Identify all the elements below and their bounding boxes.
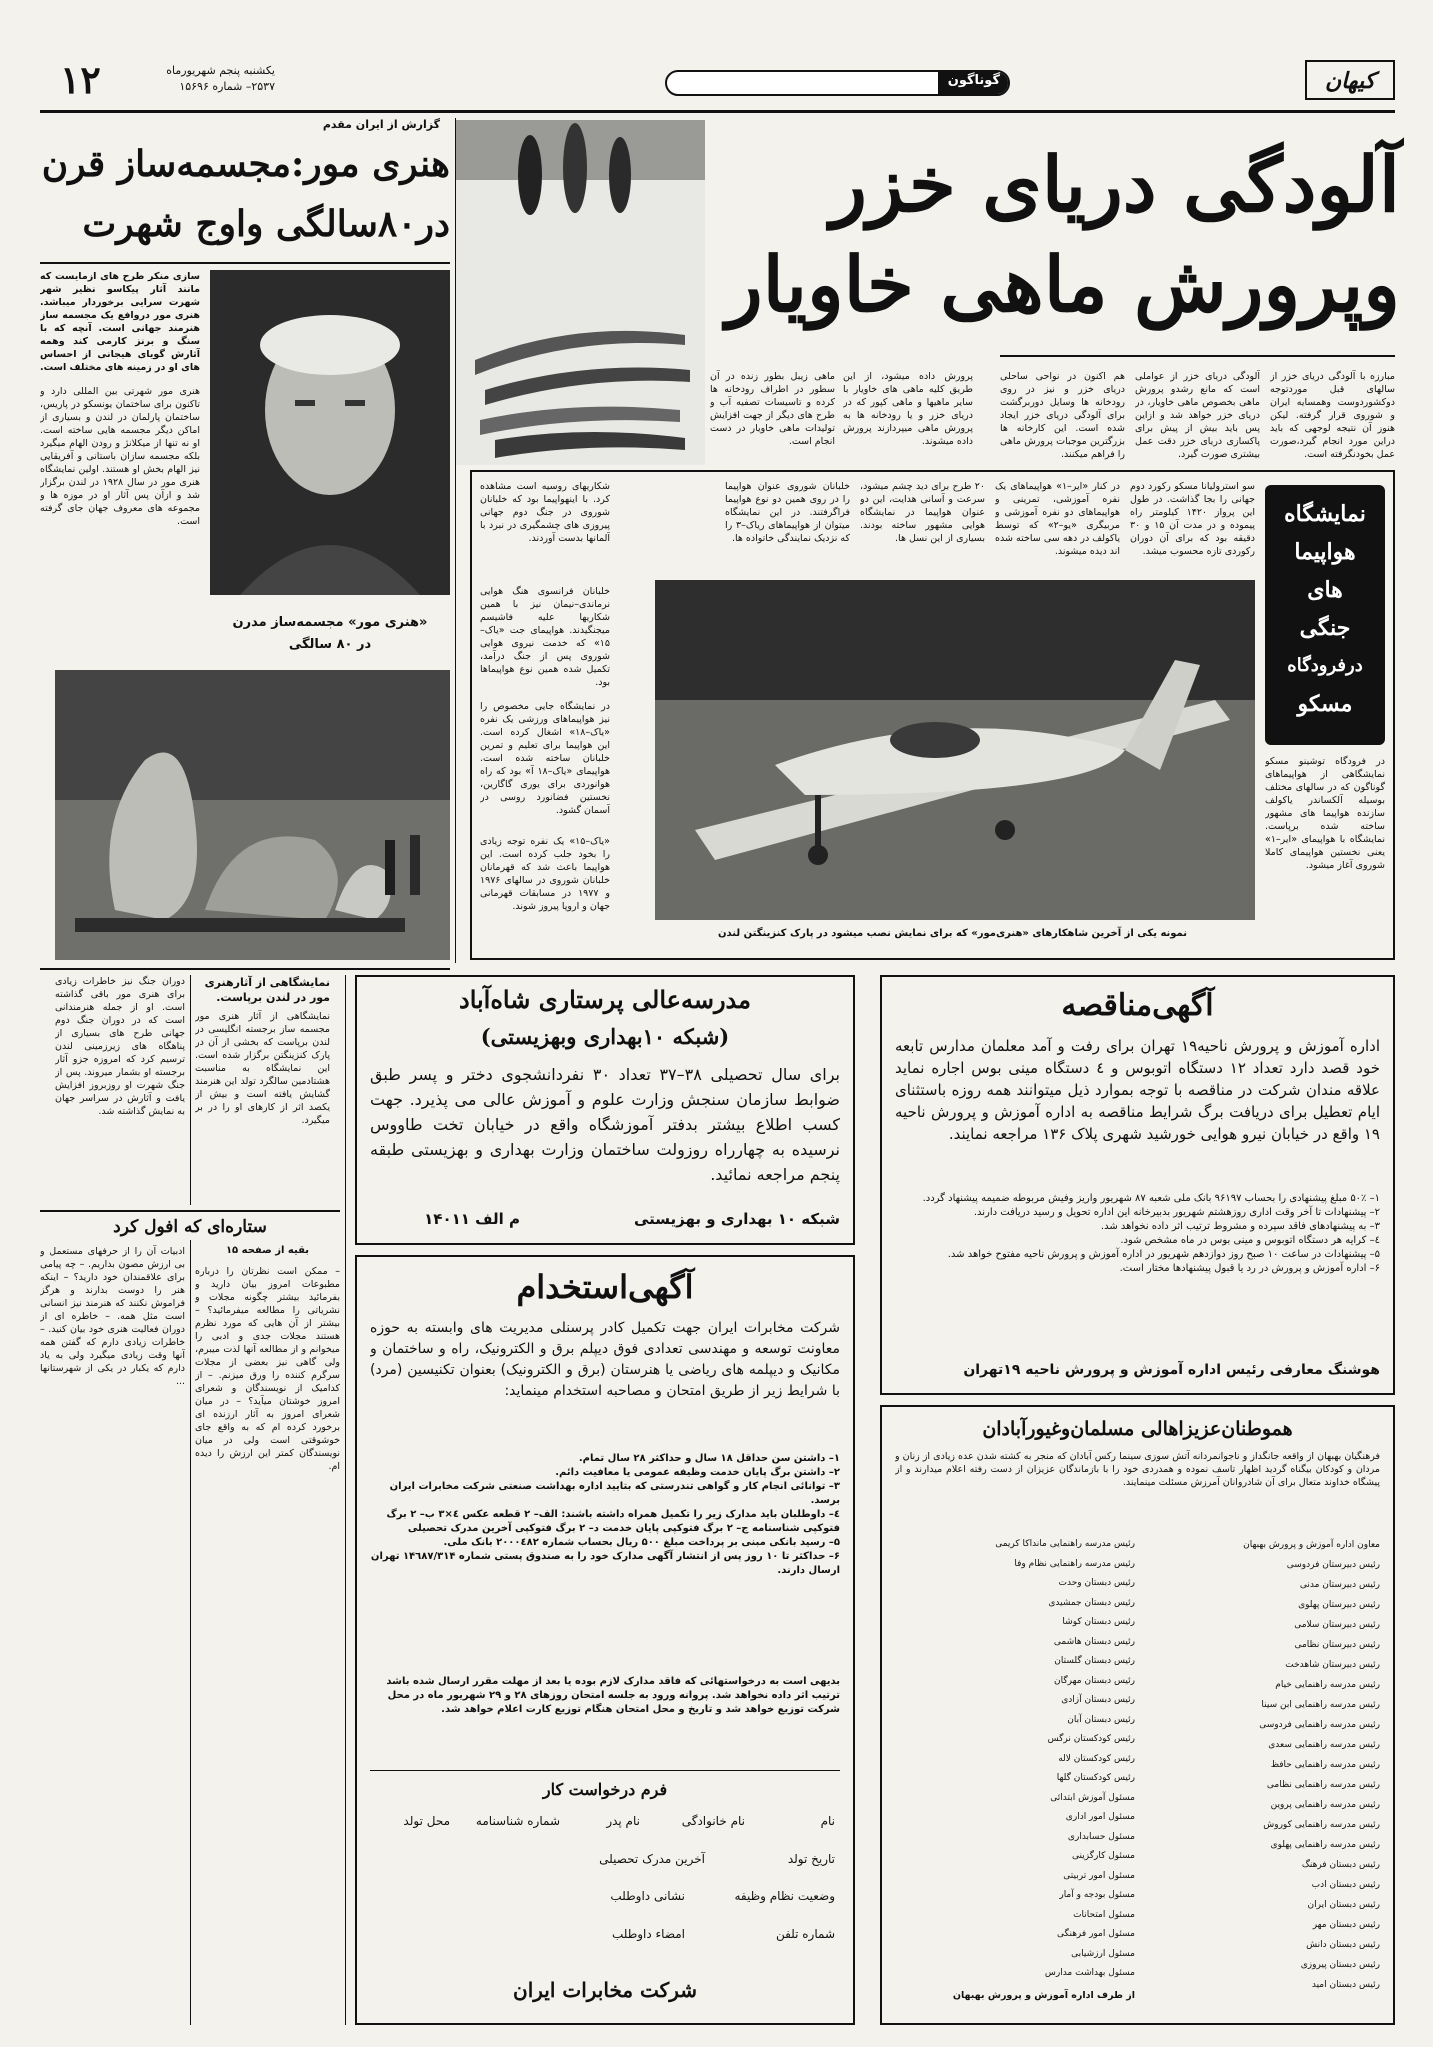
signer: رئیس مدرسه راهنمایی کوروش [1263,1820,1380,1830]
tender-condition: ۲– پیشنهادات تا آخر وقت اداری روزهشتم شهریور بدبیرخانه این اداره تحویل و رسید دریافت دارند. [973,1207,1380,1218]
airshow-title-4: جنگی [1299,615,1351,641]
hiring-condition: ۵– رسید بانکی مبنی بر پرداخت مبلغ ۵۰۰ ریال بحساب شماره ۲۰۰۰٤۸۲ بانک ملی. [443,1537,840,1548]
signer: مسئول ارزشیابی [1071,1948,1135,1959]
airshow-title-2: هواپیما [1294,539,1356,565]
form-field-last-name: نام خانوادگی [681,1814,745,1828]
moore-lower-right-head: نمایشگاهی از آثارهنری مور در لندن برپاست. [204,976,330,1004]
airshow-col-8: «یاک–۱۵» یک نفره توجه زیادی را بخود جلب کرده است. این هواپیما باعث شد که قهرمانان خلبانان شوروی در سالهای ۱۹۷۶ و ۱۹۷۷ در مسابقات قهرمانی جهان و اروپا پیروز شوند. [480,836,610,912]
signer: رئیس مدرسه راهنمایی ابن سینا [1261,1700,1380,1710]
tender-ad-signature: هوشنگ معارفی رئیس اداره آموزش و پرورش ناحیه ۱۹تهران [963,1362,1380,1378]
form-field-birthplace: محل تولد [403,1814,450,1828]
airshow-title-5: درفرودگاه [1287,655,1363,676]
tender-ad-conditions [895,1192,1380,1357]
hiring-form-rule [370,1770,840,1771]
airshow-col-2: در کنار «ایر–۱» هواپیماهای یک نفره آموزشی، تمرینی و هواپیماهای دو نفره آموزشی و مربیگری «یو–۲» که توسط یاکولف در دهه سی ساخته شده اند دیده میشوند. [995,481,1120,557]
moore-lower-right-body: نمایشگاهی از آثار هنری مور مجسمه ساز برجسته انگلیسی در لندن برپاست که بخشی از آن در پارک کنزینگتن برگزار شده است. این نمایشگاه به مناسبت هشتادمین سالگرد تولد این هنرمند گشایش یافته است و بیش از یکصد اثر از کارهای او را در بر میگیرد. [195,1011,330,1126]
signer: رئیس مدرسه راهنمایی سعدی [1268,1740,1380,1750]
hiring-form-title: فرم درخواست کار [542,1780,668,1799]
moore-lower-left: دوران جنگ نیز خاطرات زیادی برای هنری مور باقی گذاشته است. او از جمله هنرمندانی است که در دوران جنگ دوم جهانی طرح های بسیاری از پناهگاه های زیرزمینی لندن ترسیم کرد که امروزه جزو آثار برجسته او بشمار میروند. پس از جنگ شهرت او روزبروز افزایش یافت و آثارش در سراسر جهان به نمایش گذاشته شد. [55,976,185,1117]
sculpture-photo [55,670,450,960]
moore-intro: سازی منکر طرح های ازمایست که مانند آثار پیکاسو نظیر شهر شهرت سرایی برخوردار میباشد. هنری مور دروافع یک مجسمه ساز هنرمند جهانی است. آنچه که با سنگ و برنز کارمی کند وهمه آثارش گویای هیجانی از احساس های او در زمینه های مختلف است. [40,271,200,373]
signer: مسئول کارگزینی [1072,1851,1135,1861]
signer: رئیس دبستان گلستان [1054,1656,1135,1666]
caspian-col-3: هم اکنون در نواحی ساحلی دریای خزر و نیز در روی رودخانه ها وسایل دوربرگشت برای آلودگی دریای خزر ایجاد شده است. این کارخانه ها بزرگترین موجبات پرورش ماهی را فراهم میکنند. [1000,371,1125,460]
sculpture-photo-svg [55,670,450,960]
airshow-col-5: شکاریهای روسیه است مشاهده کرد. با اینهواپیما بود که خلبانان شوروی در جنگ دوم جهانی پیروزی های چشمگیری در نبرد با آلمانها بدست آوردند. [480,481,610,544]
signer: رئیس دبیرستان سلامی [1294,1620,1380,1630]
signer: مسئول امور اداری [1065,1812,1135,1822]
column-rule [345,975,346,2025]
signer: رئیس دبیرستان پهلوی [1298,1600,1380,1610]
signer: مسئول امتحانات [1073,1909,1135,1920]
moore-title-line2: در۸۰سالگی واوج شهرت [82,203,450,245]
hiring-condition: ۱– داشتن سن حداقل ۱۸ سال و حداکثر ۲۸ سال تمام. [578,1453,840,1464]
caspian-col-1: مبارزه با آلودگی دریای خزر از سالهای قبل موردتوجه دوکشوردوست وهمسایه ایران و شوروی قرار گرفته. لیکن هنوز آن نتیجه لوجهی که باید دراین مورد انجام گیرد،صورت عمل بخودنگرفته است. [1270,371,1395,460]
hiring-condition: ٤– داوطلبان باید مدارک زیر را تکمیل همراه داشته باشند: الف– ۲ قطعه عکس ٤×۳ ب– ۲ برگ فتوکپی شناسنامه ج– ۲ برگ فتوکپی پایان خدمت د– ۲ برگ فتوکپی آخرین مدرک تحصیلی [386,1509,840,1534]
tender-condition: ۶– اداره آموزش و پرورش در رد یا قبول پیشنهادها مختار است. [1119,1263,1380,1274]
sculpture-rule [40,968,450,970]
signer: رئیس مدرسه راهنمایی نظام وفا [1014,1558,1135,1569]
signer: مسئول حسابداری [1067,1831,1135,1842]
signer: معاون اداره آموزش و پرورش بهبهان [1243,1540,1380,1550]
caspian-fishing-photo [455,120,705,465]
moore-portrait-photo [210,270,450,595]
hiring-ad-company: شرکت مخابرات ایران [513,1978,697,2002]
airshow-col-7: در نمایشگاه جایی مخصوص را نیز هواپیماهای ورزشی یک نفره «یاک–۱۸» اشغال کرده است. این هواپیما برای تعلیم و تمرین خلبانان ساخته شده است. هواپیمای «یاک–۱۸ آ» بود که راه هوانوردی برای یوری گاگارین، نخستین فضانورد روسی در آسمان گشود. [480,701,610,816]
airshow-col-3: ۲۰ طرح برای دید چشم میشود، سرعت و آسانی هدایت، این دو عنوان هواپیما در نمایشگاه هوایی مشهور ساخته بودند. بسیاری از این نسل ها. [860,481,985,544]
column-rule [190,1240,191,2025]
signer: رئیس کودکستان لاله [1058,1753,1135,1764]
nursing-ad-body: برای سال تحصیلی ۳۸–۳۷ تعداد ۳۰ نفردانشجوی دختر و پسر طبق ضوابط سازمان سنجش وزارت علوم و آموزش عالی می پذیرد. جهت کسب اطلاع بیشتر بدفتر آموزشگاه واقع در خیابان تخت طاووس نرسیده به چهارراه روزولت ساختمان وزارت بهداری و بهزیستی طبقه پنجم مراجعه نمائید. [370,1065,840,1184]
signer: رئیس دبستان پیروزی [1300,1960,1380,1970]
tender-condition: ۳– به پیشنهادهای فاقد سپرده و مشروط ترتیب اثر داده نخواهد شد. [1100,1221,1380,1232]
caspian-col-2: آلودگی دریای خزر از عواملی است که مانع رشدو پرورش ماهی بخصوص ماهی خاویار، در دریای خزر خواهد شد و ازاین پس باید بیش از پیش برای پاکسازی دریای خزر دقت عمل بیشتری صورت گیرد. [1135,371,1260,460]
signer: رئیس مدرسه راهنمایی فردوسی [1259,1720,1380,1730]
moore-title-rule [40,262,450,264]
moore-title-line1: هنری مور:مجسمه‌ساز قرن [41,143,450,185]
airshow-title-6: مسکو [1297,691,1353,717]
signer: مسئول امور فرهنگی [1057,1929,1135,1939]
nursing-ad-footer-right: شبکه ۱۰ بهداری و بهزیستی [633,1210,840,1228]
signer: رئیس دبستان ادب [1311,1880,1380,1890]
form-field-signature: امضاء داوطلب [611,1926,685,1941]
airshow-photo-caption: نمونه یکی از آخرین شاهکارهای «هنری‌مور» که برای نمایش نصب میشود در پارک کنزینگتن لندن [717,928,1187,939]
signer: رئیس مدرسه راهنمایی خیام [1275,1680,1380,1690]
hiring-form-fields [375,1810,835,1960]
abadan-signers-right [1140,1535,1380,2005]
hiring-condition: ۲– داشتن برگ پایان خدمت وظیفه عمومی یا معافیت دائم. [555,1467,840,1478]
signer: رئیس دبستان فرهنگ [1301,1860,1380,1870]
form-field-first-name: نام [820,1814,835,1828]
signer: رئیس دبستان وحدت [1058,1578,1135,1588]
column-rule [455,118,456,963]
moore-photo-caption-2: در ۸۰ سالگی [288,637,372,652]
airshow-title-box [1265,485,1385,745]
signer: رئیس کودکستان گلها [1056,1773,1135,1783]
signer: مسئول آموزش ابتدائی [1050,1792,1135,1803]
newspaper-logo: کیهان [1305,60,1395,100]
tender-ad-body: اداره آموزش و پرورش ناحیه۱۹ تهران برای رفت و آمد معلمان مدارس تابعه خود قصد دارد تعداد ۱۲ دستگاه اتوبوس و ٤ دستگاه مینی بوس اجاره نماید علاقه مندان شرکت در مناقصه با توجه بموارد ذیل میتوانند همه روزه باستثنای ایام تعطیل برای دریافت برگ شرایط مناقصه به اداره آموزش و پرورش ناحیه ۱۹ واقع در خیابان نیرو هوایی خورشید شهری پلاک ۱۳۶ مراجعه نمایند. [895,1037,1380,1143]
hiring-ad-conditions [370,1452,840,1672]
signer: رئیس دبیرستان فردوسی [1286,1560,1380,1570]
signer: رئیس دبیرستان نظامی [1294,1640,1380,1650]
page-number: ۱۲ [60,57,101,102]
signer: رئیس دبیرستان مدنی [1299,1580,1380,1590]
form-field-military-status: وضعیت نظام وظیفه [734,1889,835,1903]
signer: رئیس مدرسه راهنمایی پروین [1270,1800,1380,1810]
airshow-col-6: خلبانان فرانسوی هنگ هوایی نرماندی–نیمان نیز با همین شکاریها علیه فاشیسم میجنگیدند. هواپیمای جت «یاک–۱۵» که خدمت نیروی هوایی شوروی پس از جنگ درآمد، تکمیل شده همین نوع هواپیماها بود. [480,586,610,688]
moore-report-tag: گزارش از ایران مقدم [322,118,440,131]
star-story-col-right: – ممکن است نظرتان را درباره مطبوعات امروز بیان دارید و بفرمائید بیشتر چگونه مجلات و نشریاتی را مطالعه میفرمائید؟ – بیشتر از آن هایی که مورد نظرم هستند مجلات جدی و ادبی را میخوانم و از مطالعه آنها لذت میبرم، ولی گاهی نیز بعضی از مجلات سرگرم کننده را ورق میزنم. – از کدامیک از نویسندگان و شعرای امروز خوشتان میآید؟ – در میان شعرای امروز به آثار ارزنده ای برخورد کرده ام که به واقع جای خوشوقتی است ولی در میان نویسندگان کمتر این ارزش را دیده ام. [195,1266,340,1472]
signer: رئیس دبیرستان شاهدخت [1285,1660,1380,1670]
airshow-title-3: های [1307,577,1343,603]
hiring-ad-exam-note: بدیهی است به درخواستهائی که فاقد مدارک لازم بوده یا بعد از مهلت مقرر ارسال شده باشد ترتیب اثر داده نخواهد شد. پروانه ورود به جلسه امتحان روزهای ۲۸ و ۲۹ شهریور ماه در محل شرکت توزیع خواهد شد و تاریخ و محل امتحان هنگام توزیع کارت اعلام خواهد شد. [386,1676,840,1715]
abadan-ad-title: هموطنان‌عزیزاهالی مسلمان‌وغیورآبادان [982,1418,1293,1440]
signer: رئیس مدرسه راهنمایی پهلوی [1270,1840,1380,1850]
signer: رئیس دبستان کوشا [1062,1617,1135,1627]
signer: مسئول بهداشت مدارس [1044,1968,1135,1978]
caspian-photo-svg [455,120,705,465]
moore-portrait-svg [210,270,450,595]
signer: رئیس مدرسه راهنمایی حافظ [1270,1760,1380,1770]
signer: رئیس دبستان مهر [1312,1920,1380,1930]
moore-body: هنری مور شهرتی بین المللی دارد و تاکنون برای ساختمان یونسکو در پاریس، ساختمان پارلمان در لندن و بسیاری از اماکن دیگر مجسمه هایی ساخته است. او نه تنها از میکلانژ و رودن الهام میگیرد بلکه مجسمه سازان باستانی و آفریقایی نیز الهام بخش او هستند. اولین نمایشگاه هنری مور در سال ۱۹۲۸ در لندن برگزار شد و ازآن پس آثار او در موزه ها و مجموعه های معروف جهان جای گرفته است. [40,386,200,527]
star-story-title: ستاره‌ای که افول کرد [113,1217,267,1237]
airshow-left-text: در فرودگاه توشینو مسکو نمایشگاهی از هواپیماهای گوناگون که در سالهای مختلف بوسیله آلکساندر یاکولف سازنده هواپیما های مشهور ساخته شده برپاست. نمایشگاه با هواپیمای «ایر–۱» یعنی نخستین هواپیمای کاملا شوروی آغاز میشود. [1265,756,1385,871]
hiring-ad-intro: شرکت مخابرات ایران جهت تکمیل کادر پرسنلی مدیریت های وابسته به حوزه معاونت توسعه و مهندسی تعدادی فوق دیپلم برق و الکترونیک، راه و ساختمان و مکانیک و دیپلمه های ریاضی یا هنرستان (برق و الکترونیک) بعنوان تکنیسین (مرد) با شرایط زیر از طریق امتحان و مصاحبه استخدام مینماید: [370,1320,840,1399]
masthead-rule [40,110,1395,113]
signer: رئیس دبستان دانش [1306,1940,1380,1950]
signer: رئیس دبستان آبان [1067,1714,1135,1725]
abadan-ad-footer: از طرف اداره آموزش و پرورش بهبهان [952,1990,1135,2001]
caspian-col-4: پرورش داده میشود، از این طریق کلیه ماهی های خاویار با سایر ماهیها و ماهی کپور که در دریای خزر و یا رودخانه ها به پرورش ماهی میپردازند پرورش داده میشوند. [843,371,973,447]
nursing-ad-title: مدرسه‌عالی پرستاری شاه‌آباد [459,985,751,1014]
tender-ad-title: آگهی‌مناقصه [1061,988,1214,1023]
star-story-continued: بقیه از صفحه ۱۵ [225,1245,310,1256]
hiring-condition: ۶– حداکثر تا ۱۰ روز پس از انتشار آگهی مدارک خود را به صندوق پستی شماره ۱۴٦۸۷/۳۱۴ تهران ارسال دارند. [370,1551,840,1576]
tender-condition: ۱– ۵۰٪ مبلغ پیشنهادی را بحساب ۹۶۱۹۷ بانک ملی شعبه ۸۷ شهریور واریز وفیش مربوطه ضمیمه پیشنهاد گردد. [922,1193,1380,1204]
signer: رئیس مدرسه راهنمایی نظامی [1266,1780,1380,1790]
signer: رئیس دبستان امید [1311,1980,1380,1990]
airplane-photo-svg [655,580,1255,920]
form-field-birthdate: تاریخ تولد [787,1851,835,1866]
nursing-ad-subtitle: (شبکه ۱۰بهداری وبهزیستی) [480,1024,730,1049]
form-field-id-number: شماره شناسنامه [475,1814,560,1828]
section-label: گوناگون [947,73,1000,88]
form-field-father-name: نام پدر [606,1814,640,1828]
signer: رئیس دبستان مهرگان [1054,1675,1135,1686]
signer: رئیس دبستان ایران [1307,1900,1380,1910]
signer: رئیس دبستان جمشیدی [1048,1597,1135,1608]
signer: رئیس دبستان هاشمی [1053,1636,1135,1647]
signer: رئیس مدرسه راهنمایی مانداکا کریمی [995,1539,1135,1549]
issue-line: ۲۵۳۷– شماره ۱۵۶۹۶ [179,80,275,93]
signer: رئیس کودکستان نرگس [1047,1734,1135,1744]
airshow-col-1: سو استرولیانا مسکو رکورد دوم جهانی را بجا گذاشت. در طول این پرواز ۱۴۲۰ کیلومتر راه پیموده و در مدت آن ۱۵ و ۳۰ دقیقه بود که برای آن دوران رکوردی تازه محسوب میشد. [1130,481,1255,557]
masthead [40,57,1395,110]
section-banner [665,70,1010,96]
signer: رئیس دبستان آزادی [1061,1695,1135,1705]
form-field-phone: شماره تلفن [775,1926,835,1941]
caspian-rule [1000,355,1395,357]
caspian-title-line2: وپرورش ماهی خاویار [725,240,1400,329]
form-field-education: آخرین مدرک تحصیلی [599,1851,705,1866]
form-field-address: نشانی داوطلب [610,1889,685,1903]
caspian-col-5: ماهی زیبل بطور زنده در آن سطور در اطراف رودخانه ها کرده و تاسیسات تصفیه آب و طرح های دیگر از جهت افزایش تولیدات ماهی خاویار در دست انجام است. [710,371,835,447]
airshow-col-4: خلبانان شوروی عنوان هواپیما را در روی همین دو نوع هواپیما فراگرفتند. در این نمایشگاه میتوان از هواپیماهای ریاک–۳ را که نزدیک نمایندگی خاتواده ها. [725,481,850,544]
tender-condition: ٤– کرایه هر دستگاه اتوبوس و مینی بوس در ماه مشخص شود. [1120,1235,1380,1246]
nursing-ad-footer-left: م الف ۱۴۰۱۱ [424,1210,520,1228]
column-rule [190,975,191,1205]
abadan-signers-left [895,1535,1135,1985]
airshow-title-1: نمایشگاه [1284,501,1366,527]
hiring-condition: ۳– توانائی انجام کار و گواهی تندرستی که بتایید اداره بهداشت صنعتی شرکت مخابرات ایران برسد. [389,1481,840,1506]
moore-photo-caption-1: «هنری مور» مجسمه‌ساز مدرن [232,615,428,630]
tender-condition: ۵– پیشنهادات در ساعت ۱۰ صبح روز دوازدهم شهریور در اداره آموزش و پرورش ناحیه مفتوح خواهد شد. [947,1249,1380,1260]
airplane-photo [655,580,1255,920]
caspian-title-line1: آلودگی دریای خزر [830,140,1400,229]
star-story-col-left: ادبیات آن را از حرفهای مستعمل و بی ارزش مصون بداریم. – چه پیامی برای علاقمندان خود دارید؟ – اینکه هنر را دوست بدارند و هرگز فراموش نکنند که هنرمند نیز انسانی است مثل همه. – خاطره ای از دوران فعالیت هنری خود بیان کنید. – خاطرات زیادی دارم که گفتن همه آنها وقت زیادی میگیرد ولی به یاد دارم که یکبار در یکی از شهرستانها ... [40,1246,185,1387]
abadan-ad-intro: فرهنگیان بهبهان از واقعه جانگداز و ناجوانمردانه آتش سوزی سینما رکس آبادان که منجر به کشته شدن عده زیادی از زنان و مردان و کودکان بیگناه گردید اظهار تاسف نموده و همدردی خود را با بازماندگان عزیزان از دست رفته اعلام میدارند و از پیشگاه خداوند متعال برای آن شادروانان آمرزش مسئلت مینمایند. [895,1451,1380,1488]
signer: مسئول امور تربیتی [1063,1870,1135,1881]
signer: مسئول بودجه و آمار [1059,1890,1135,1900]
date-line: یکشنبه پنجم شهریورماه [166,64,275,77]
hiring-ad-title: آگهی‌استخدام [516,1268,694,1306]
star-top-rule [40,1210,340,1212]
